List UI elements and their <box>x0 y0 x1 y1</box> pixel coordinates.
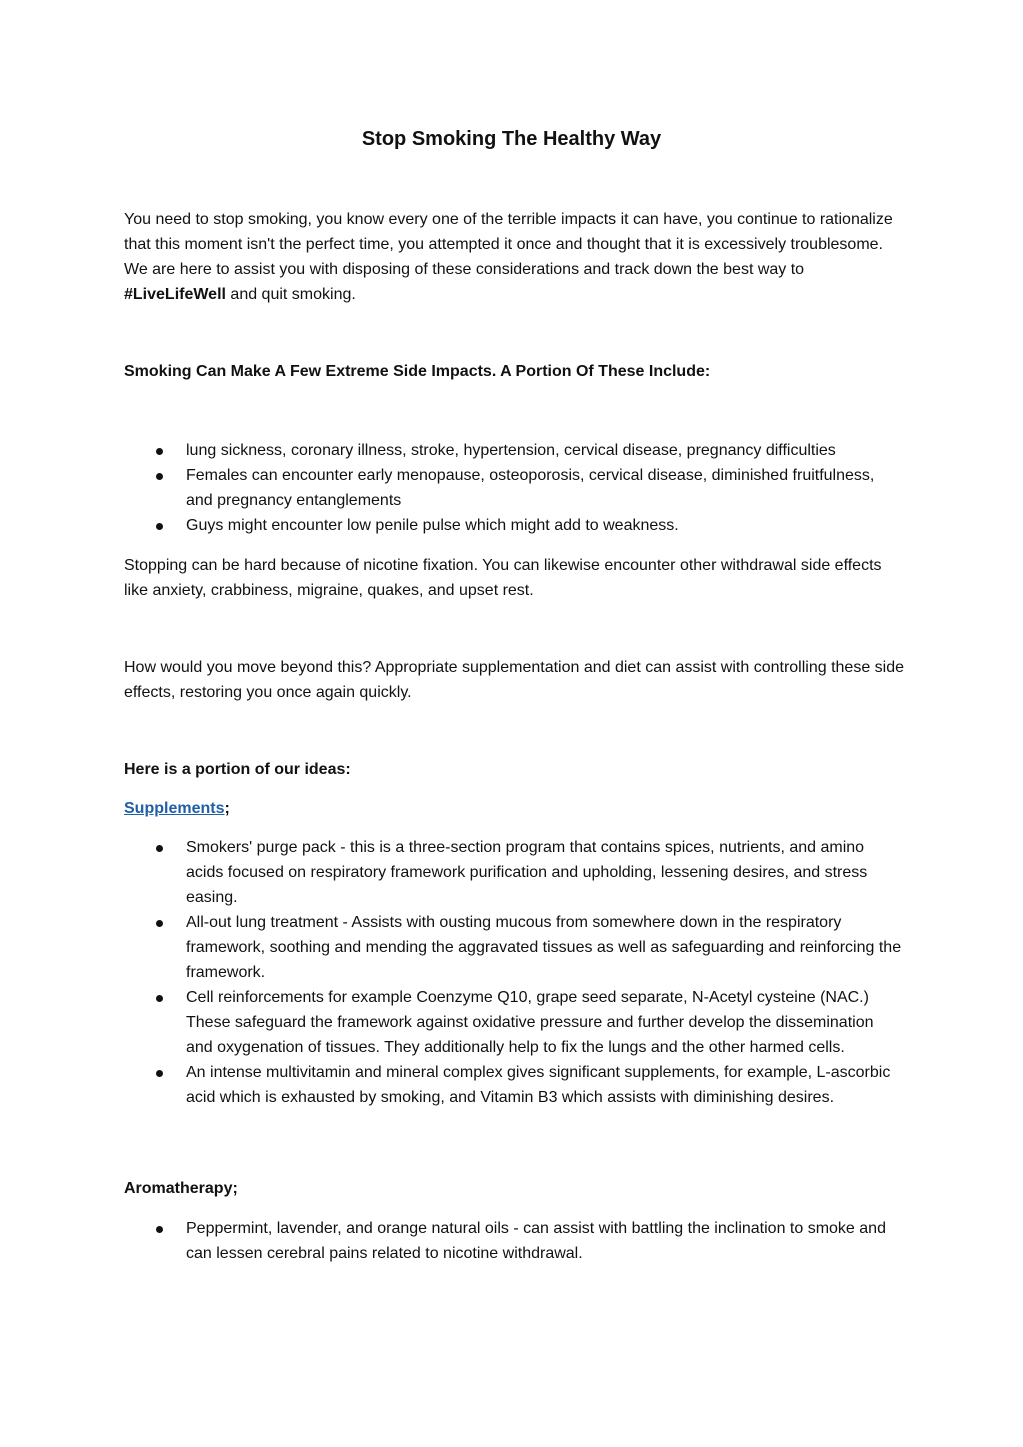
page-title: Stop Smoking The Healthy Way <box>361 128 662 150</box>
list-item <box>124 835 904 910</box>
hashtag: #LiveLifeWell <box>124 286 226 303</box>
list-item-text: Cell reinforcements for example Coenzyme Q10, grape seed separate, N-Acetyl cysteine (NAC.) These safeguard the framework against oxidative pressure and further develop the dissemination and oxygenation of tissues. They additionally help to fix the lungs and the other harmed cells. <box>186 989 874 1056</box>
aromatherapy-list <box>124 1216 904 1266</box>
bullet-icon <box>156 448 163 455</box>
bullet-icon <box>156 473 163 480</box>
ideas-heading: Here is a portion of our ideas: <box>124 761 351 778</box>
list-item <box>124 985 904 1060</box>
side-effects-list <box>124 438 904 538</box>
bullet-icon <box>156 1226 163 1233</box>
list-item <box>124 1060 904 1110</box>
bullet-icon <box>156 1070 163 1077</box>
list-item-text: An intense multivitamin and mineral complex gives significant supplements, for example, L-ascorbic acid which is exhausted by smoking, and Vitamin B3 which assists with diminishing desires. <box>186 1064 891 1106</box>
intro-text-before: You need to stop smoking, you know every one of the terrible impacts it can have, you continue to rationalize that this moment isn't the perfect time, you attempted it once and thought that it is excessively troublesome. We are here to assist you with disposing of these considerations and track down the best way to <box>124 211 893 278</box>
list-item-text: Smokers' purge pack - this is a three-section program that contains spices, nutrients, and amino acids focused on respiratory framework purification and upholding, lessening desires, and stress easing. <box>186 839 868 906</box>
intro-paragraph <box>124 207 904 307</box>
intro-text-after: and quit smoking. <box>225 286 356 303</box>
solution-paragraph: How would you move beyond this? Appropriate supplementation and diet can assist with controlling these side effects, restoring you once again quickly. <box>124 659 905 701</box>
supplements-heading <box>124 796 904 821</box>
bullet-icon <box>156 523 163 530</box>
supplements-suffix: ; <box>224 800 230 817</box>
bullet-icon <box>156 920 163 927</box>
list-item-text: Guys might encounter low penile pulse which might add to weakness. <box>186 517 679 534</box>
list-item <box>124 513 904 538</box>
list-item <box>124 910 904 985</box>
side-effects-heading: Smoking Can Make A Few Extreme Side Impacts. A Portion Of These Include: <box>124 363 711 380</box>
bullet-icon <box>156 845 163 852</box>
list-item-text: Peppermint, lavender, and orange natural oils - can assist with battling the inclination to smoke and can lessen cerebral pains related to nicotine withdrawal. <box>186 1220 886 1262</box>
withdrawal-paragraph: Stopping can be hard because of nicotine fixation. You can likewise encounter other withdrawal side effects like anxiety, crabbiness, migraine, quakes, and upset rest. <box>124 557 882 599</box>
aromatherapy-heading: Aromatherapy; <box>124 1180 238 1197</box>
list-item-text: All-out lung treatment - Assists with ousting mucous from somewhere down in the respiratory framework, soothing and mending the aggravated tissues as well as safeguarding and reinforcing the framework. <box>186 914 902 981</box>
bullet-icon <box>156 995 163 1002</box>
list-item <box>124 463 904 513</box>
list-item-text: lung sickness, coronary illness, stroke, hypertension, cervical disease, pregnancy difficulties <box>186 442 836 459</box>
list-item-text: Females can encounter early menopause, osteoporosis, cervical disease, diminished fruitfulness, and pregnancy entanglements <box>186 467 875 509</box>
supplements-list <box>124 835 904 1110</box>
supplements-link[interactable]: Supplements <box>124 800 225 817</box>
list-item <box>124 438 904 463</box>
list-item <box>124 1216 904 1266</box>
